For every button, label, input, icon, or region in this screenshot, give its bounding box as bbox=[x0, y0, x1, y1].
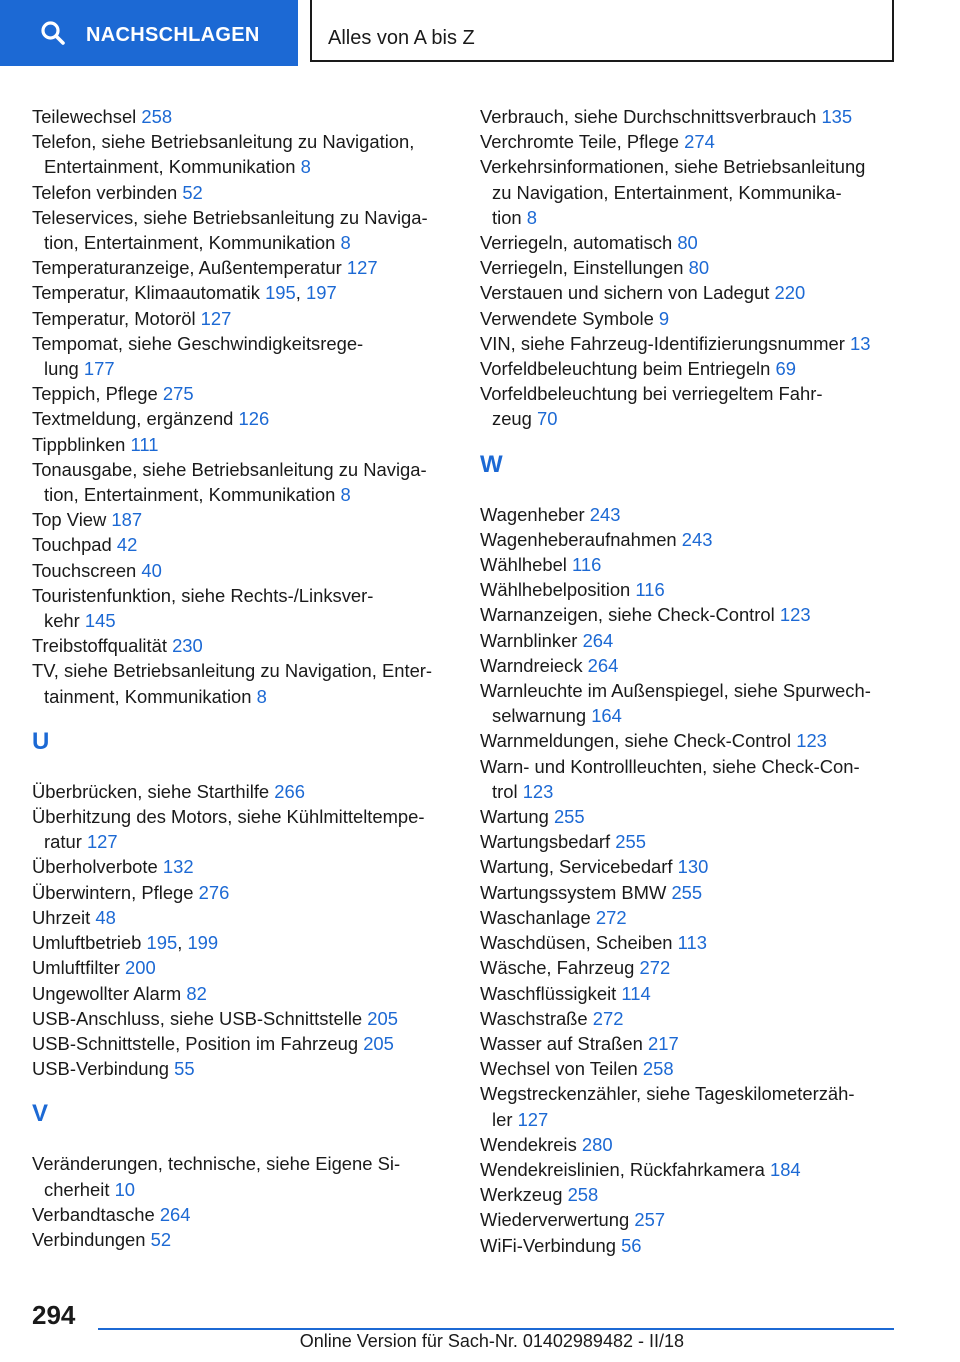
index-entry bbox=[480, 154, 900, 230]
index-entry-term: Tonausgabe, siehe Betriebsanleitung zu Naviga- tion, Entertainment, Kommunikation bbox=[32, 458, 427, 506]
page-reference-link[interactable]: 80 bbox=[677, 232, 698, 254]
page-reference-link[interactable]: 220 bbox=[774, 282, 806, 304]
index-entry-term: Waschflüssigkeit bbox=[480, 982, 617, 1004]
page-reference-link[interactable]: 145 bbox=[84, 610, 116, 632]
page-reference-link[interactable]: 8 bbox=[340, 232, 351, 254]
index-entry bbox=[32, 1151, 452, 1201]
page-reference-link[interactable]: 258 bbox=[141, 106, 173, 127]
page-reference-link[interactable]: 243 bbox=[681, 528, 713, 550]
index-entry bbox=[480, 306, 900, 331]
index-entry-term: Wasser auf Straßen bbox=[480, 1032, 643, 1054]
index-entry bbox=[32, 854, 452, 879]
index-entry bbox=[32, 558, 452, 583]
page-reference-link[interactable]: 123 bbox=[779, 604, 811, 626]
section-tab-label: Alles von A bis Z bbox=[328, 27, 475, 49]
index-entry-term: Teppich, Pflege bbox=[32, 383, 158, 405]
index-entry bbox=[32, 532, 452, 557]
index-entry bbox=[32, 981, 452, 1006]
page-reference-link[interactable]: 114 bbox=[621, 982, 651, 1004]
search-icon bbox=[40, 20, 66, 46]
index-entry bbox=[32, 306, 452, 331]
page-reference-link[interactable]: 205 bbox=[363, 1032, 394, 1054]
page-header bbox=[0, 0, 960, 66]
online-version-note: Online Version für Sach-Nr. 01402989482 - II/18 bbox=[299, 1331, 684, 1351]
page-reference-link[interactable]: 205 bbox=[367, 1007, 398, 1029]
index-entry bbox=[480, 1081, 900, 1131]
page-reference-link[interactable]: 69 bbox=[775, 358, 796, 380]
index-entry-term: Wartung bbox=[480, 806, 549, 828]
index-entry-term: Touristenfunktion, siehe Rechts-/Linksver- kehr bbox=[32, 584, 374, 632]
index-entry bbox=[32, 955, 452, 980]
page-reference-link[interactable]: 264 bbox=[159, 1203, 191, 1225]
index-entry bbox=[480, 1006, 900, 1031]
index-entry bbox=[32, 180, 452, 205]
page-reference-link[interactable]: 13 bbox=[850, 332, 871, 354]
index-entry bbox=[32, 633, 452, 658]
index-entry bbox=[480, 678, 900, 728]
page-reference-link[interactable]: 123 bbox=[796, 730, 827, 752]
section-letter: V bbox=[32, 1100, 49, 1128]
index-entry bbox=[480, 804, 900, 829]
page-reference-link[interactable]: 135 bbox=[821, 106, 853, 127]
index-entry-term: Ungewollter Alarm bbox=[32, 982, 182, 1004]
index-entry bbox=[480, 1157, 900, 1182]
page-reference-link[interactable]: 217 bbox=[647, 1032, 679, 1054]
index-entry-term: Telefon, siehe Betriebsanleitung zu Navigation, Entertainment, Kommunikation bbox=[32, 131, 415, 178]
index-entry-term: Werkzeug bbox=[480, 1184, 563, 1206]
page-reference-link[interactable]: 10 bbox=[114, 1178, 136, 1200]
index-entry-term: Warnanzeigen, siehe Check-Control bbox=[480, 604, 775, 626]
page-reference-link[interactable]: 184 bbox=[769, 1158, 801, 1180]
page-reference-link[interactable]: 56 bbox=[621, 1234, 642, 1256]
index-entry bbox=[32, 1227, 452, 1252]
index-entry bbox=[480, 230, 900, 255]
index-entry-term: Waschanlage bbox=[480, 906, 591, 928]
index-entry bbox=[32, 406, 452, 431]
index-entry bbox=[32, 1202, 452, 1227]
index-entry-term: Wagenheber bbox=[480, 503, 585, 525]
index-entry-term: Wagenheberaufnahmen bbox=[480, 528, 677, 550]
page-reference-link[interactable]: 195 bbox=[265, 282, 296, 304]
page-reference-link[interactable]: 177 bbox=[83, 358, 115, 380]
index-entry bbox=[480, 1182, 900, 1207]
index-entry-term: Wäsche, Fahrzeug bbox=[480, 957, 635, 979]
page-reference-link[interactable]: 9 bbox=[658, 307, 670, 329]
page-reference-link[interactable]: 280 bbox=[581, 1133, 613, 1155]
index-entry bbox=[480, 255, 900, 280]
page-reference-link[interactable]: 80 bbox=[688, 257, 710, 279]
index-entry bbox=[480, 280, 900, 305]
index-entry-term: Temperaturanzeige, Außentemperatur bbox=[32, 257, 342, 279]
index-entry-term: Touchscreen bbox=[32, 559, 137, 581]
page-reference-link[interactable]: 257 bbox=[634, 1209, 666, 1231]
page-reference-link[interactable]: 116 bbox=[572, 554, 602, 576]
page-reference-link[interactable]: 272 bbox=[639, 957, 671, 979]
index-entry bbox=[480, 880, 900, 905]
index-entry bbox=[480, 1233, 900, 1258]
index-entry-term: Überwintern, Pflege bbox=[32, 881, 194, 903]
index-entry-term: Textmeldung, ergänzend bbox=[32, 408, 234, 430]
page-reference-link[interactable]: 8 bbox=[300, 156, 311, 178]
page-reference-link[interactable]: 111 bbox=[130, 433, 159, 455]
index-entry-term: Top View bbox=[32, 509, 107, 531]
index-entry-term: Überhitzung des Motors, siehe Kühlmitteltempe- ratur bbox=[32, 806, 425, 853]
page-reference-link[interactable]: 164 bbox=[591, 705, 622, 727]
index-entry-term: Warndreieck bbox=[480, 654, 583, 676]
index-entry-term: Vorfeldbeleuchtung beim Entriegeln bbox=[480, 358, 771, 380]
index-entry-term: Temperatur, Klimaautomatik bbox=[32, 282, 260, 304]
index-entry-term: WiFi-Verbindung bbox=[480, 1234, 616, 1256]
page-reference-link[interactable]: 195 bbox=[146, 932, 178, 954]
index-entry-term: Verriegeln, automatisch bbox=[480, 232, 673, 254]
index-entry-term: Verchromte Teile, Pflege bbox=[480, 131, 679, 153]
page-reference-link[interactable]: 127 bbox=[200, 307, 232, 329]
index-entry bbox=[480, 356, 900, 381]
index-entry bbox=[32, 658, 452, 708]
index-entry-term: Waschdüsen, Scheiben bbox=[480, 932, 673, 954]
page-reference-link[interactable]: 113 bbox=[677, 932, 707, 954]
index-entry-term: Wendekreislinien, Rückfahrkamera bbox=[480, 1158, 765, 1180]
index-entry bbox=[32, 457, 452, 507]
page-reference-link[interactable]: 82 bbox=[186, 982, 207, 1004]
index-entry-term: Verbindungen bbox=[32, 1228, 146, 1250]
index-entry bbox=[480, 930, 900, 955]
page-reference-link[interactable]: 55 bbox=[174, 1058, 195, 1080]
index-entry-term: Warnmeldungen, siehe Check-Control bbox=[480, 730, 792, 752]
index-entry bbox=[32, 779, 452, 804]
index-entry-term: USB-Anschluss, siehe USB-Schnittstelle bbox=[32, 1007, 363, 1029]
index-entry-term: Warnblinker bbox=[480, 629, 578, 651]
index-entry-term: Temperatur, Motoröl bbox=[32, 307, 196, 329]
index-entry-term: Treibstoffqualität bbox=[32, 635, 167, 657]
index-entry-term: Teleservices, siehe Betriebsanleitung zu Naviga- tion, Entertainment, Kommunikation bbox=[32, 206, 428, 254]
index-entry bbox=[480, 829, 900, 854]
index-entry-term: Verkehrsinformationen, siehe Betriebsanleitung zu Navigation, Entertainment, Kommunika- tion bbox=[480, 156, 866, 228]
index-entry bbox=[32, 905, 452, 930]
index-entry-term: VIN, siehe Fahrzeug-Identifizierungsnummer bbox=[480, 332, 845, 354]
page-reference-link[interactable]: 255 bbox=[615, 831, 646, 853]
nav-tab-label: NACHSCHLAGEN bbox=[86, 24, 260, 46]
index-entry bbox=[480, 552, 900, 577]
index-entry bbox=[32, 205, 452, 255]
page-reference-link[interactable]: 258 bbox=[567, 1184, 599, 1206]
index-entry bbox=[480, 1132, 900, 1157]
page-reference-link[interactable]: 126 bbox=[238, 408, 270, 430]
index-entry bbox=[480, 104, 900, 129]
index-entry bbox=[480, 905, 900, 930]
index-entry-term: Tempomat, siehe Geschwindigkeitsrege- lung bbox=[32, 332, 364, 380]
index-entry bbox=[480, 955, 900, 980]
index-entry-term: Verstauen und sichern von Ladegut bbox=[480, 282, 770, 304]
index-entry bbox=[32, 1031, 452, 1056]
index-entry bbox=[480, 754, 900, 804]
page-reference-link[interactable]: 127 bbox=[346, 257, 378, 279]
page-reference-link[interactable]: 199 bbox=[187, 932, 219, 954]
index-entry-term: USB-Schnittstelle, Position im Fahrzeug bbox=[32, 1032, 359, 1054]
page-reference-link[interactable]: 187 bbox=[111, 509, 143, 531]
index-entry-term: Überholverbote bbox=[32, 856, 158, 878]
page-reference-link[interactable]: 8 bbox=[340, 484, 351, 506]
page-reference-link[interactable]: 127 bbox=[517, 1108, 549, 1130]
page-reference-link[interactable]: 70 bbox=[537, 408, 558, 430]
index-entry-term: Warn- und Kontrollleuchten, siehe Check-Con- trol bbox=[480, 755, 860, 802]
index-entry bbox=[480, 1207, 900, 1232]
index-entry bbox=[32, 507, 452, 532]
page-reference-link[interactable]: 230 bbox=[172, 635, 203, 657]
index-entry bbox=[32, 432, 452, 457]
index-entry bbox=[480, 527, 900, 552]
index-entry bbox=[32, 381, 452, 406]
page-number: 294 bbox=[32, 1300, 76, 1330]
index-entry-term: Wartung, Servicebedarf bbox=[480, 856, 673, 878]
page-reference-link[interactable]: 130 bbox=[677, 856, 709, 878]
page-reference-link[interactable]: 123 bbox=[522, 780, 554, 802]
index-entry-term: Waschstraße bbox=[480, 1007, 588, 1029]
page-reference-link[interactable]: 266 bbox=[274, 780, 305, 802]
index-entry-term: Warnleuchte im Außenspiegel, siehe Spurwech- selwarnung bbox=[480, 680, 871, 727]
index-entry bbox=[480, 602, 900, 627]
index-entry-term: Verriegeln, Einstellungen bbox=[480, 257, 684, 279]
index-entry-term: Umluftfilter bbox=[32, 957, 120, 979]
page-reference-link[interactable]: 272 bbox=[592, 1007, 624, 1029]
footer-divider bbox=[98, 1328, 894, 1330]
index-entry bbox=[480, 129, 900, 154]
page-reference-link[interactable]: 264 bbox=[587, 654, 619, 676]
index-entry-term: Umluftbetrieb bbox=[32, 932, 142, 954]
index-entry bbox=[480, 854, 900, 879]
index-entry-term: USB-Verbindung bbox=[32, 1058, 169, 1080]
index-column-right bbox=[480, 104, 900, 1258]
page-reference-link[interactable]: 8 bbox=[256, 685, 267, 707]
index-entry-term: Teilewechsel bbox=[32, 106, 137, 127]
index-entry bbox=[480, 331, 900, 356]
index-entry bbox=[480, 1056, 900, 1081]
index-entry-term: Tippblinken bbox=[32, 433, 126, 455]
page-reference-link[interactable]: 274 bbox=[684, 131, 715, 153]
page-reference-link[interactable]: 255 bbox=[671, 881, 703, 903]
nachschlagen-tab[interactable] bbox=[0, 0, 298, 66]
page-reference-link[interactable]: 200 bbox=[125, 957, 156, 979]
section-letter: U bbox=[32, 727, 50, 755]
index-entry: Temperatur, Klimaautomatik 195, 197 bbox=[32, 282, 337, 304]
index-entry-term: Wegstreckenzähler, siehe Tageskilometerzäh- ler bbox=[480, 1083, 855, 1130]
page-reference-link[interactable]: 132 bbox=[162, 856, 194, 878]
page-reference-link[interactable]: 52 bbox=[182, 181, 203, 203]
page-reference-link[interactable]: 48 bbox=[95, 906, 116, 928]
index-entry bbox=[480, 502, 900, 527]
index-entry bbox=[32, 880, 452, 905]
page-reference-link[interactable]: 127 bbox=[86, 831, 118, 853]
section-letter: W bbox=[480, 450, 503, 478]
index-entry bbox=[480, 628, 900, 653]
index-entry bbox=[32, 129, 452, 179]
index-entry bbox=[480, 728, 900, 753]
page-reference-link[interactable]: 197 bbox=[306, 282, 337, 304]
page-reference-link[interactable]: 8 bbox=[526, 206, 538, 228]
index-column-left bbox=[32, 104, 452, 1252]
index-entry: Umluftbetrieb 195, 199 bbox=[32, 932, 219, 954]
index-entry bbox=[480, 1031, 900, 1056]
index-entry-term: Wechsel von Teilen bbox=[480, 1058, 638, 1080]
index-entry-term: Verwendete Symbole bbox=[480, 307, 654, 329]
index-entry-term: Wiederverwertung bbox=[480, 1209, 630, 1231]
index-entry-term: Überbrücken, siehe Starthilfe bbox=[32, 780, 270, 802]
page-reference-link[interactable]: 40 bbox=[141, 559, 162, 581]
page-reference-link[interactable]: 275 bbox=[162, 383, 194, 405]
index-entry-term: Wählhebelposition bbox=[480, 579, 631, 601]
index-entry-term: Uhrzeit bbox=[32, 906, 91, 928]
section-tab[interactable] bbox=[310, 0, 894, 62]
index-entry-term: Wartungsbedarf bbox=[480, 831, 611, 853]
index-entry bbox=[480, 577, 900, 602]
page-reference-link[interactable]: 255 bbox=[553, 806, 585, 828]
page-reference-link[interactable]: 258 bbox=[642, 1058, 674, 1080]
index-entry bbox=[480, 981, 900, 1006]
index-entry-term: Wählhebel bbox=[480, 554, 567, 576]
page-reference-link[interactable]: 264 bbox=[582, 629, 614, 651]
index-entry-term: Veränderungen, technische, siehe Eigene Si- cherheit bbox=[32, 1153, 401, 1200]
index-entry bbox=[32, 331, 452, 381]
page-reference-link[interactable]: 52 bbox=[150, 1228, 172, 1250]
index-entry-term: Vorfeldbeleuchtung bei verriegeltem Fahr- zeug bbox=[480, 383, 823, 430]
page-reference-link[interactable]: 243 bbox=[589, 503, 621, 525]
index-entry bbox=[32, 255, 452, 280]
page-reference-link[interactable]: 42 bbox=[116, 534, 138, 556]
index-entry-term: Verbandtasche bbox=[32, 1203, 155, 1225]
page-reference-link[interactable]: 276 bbox=[198, 881, 230, 903]
index-entry bbox=[480, 653, 900, 678]
index-entry bbox=[32, 804, 452, 854]
page-reference-link[interactable]: 272 bbox=[595, 906, 627, 928]
index-entry-term: Telefon verbinden bbox=[32, 181, 178, 203]
index-entry-term: Wartungssystem BMW bbox=[480, 881, 667, 903]
index-entry bbox=[32, 1006, 452, 1031]
index-entry bbox=[32, 583, 452, 633]
index-entry-term: Touchpad bbox=[32, 534, 112, 556]
index-entry bbox=[32, 104, 452, 129]
page-reference-link[interactable]: 116 bbox=[635, 579, 665, 601]
index-entry-term: Wendekreis bbox=[480, 1133, 577, 1155]
index-entry bbox=[32, 1056, 452, 1081]
index-entry bbox=[480, 381, 900, 431]
index-entry-term: TV, siehe Betriebsanleitung zu Navigation, Enter- tainment, Kommunikation bbox=[32, 660, 433, 707]
index-entry-term: Verbrauch, siehe Durchschnittsverbrauch bbox=[480, 106, 817, 127]
